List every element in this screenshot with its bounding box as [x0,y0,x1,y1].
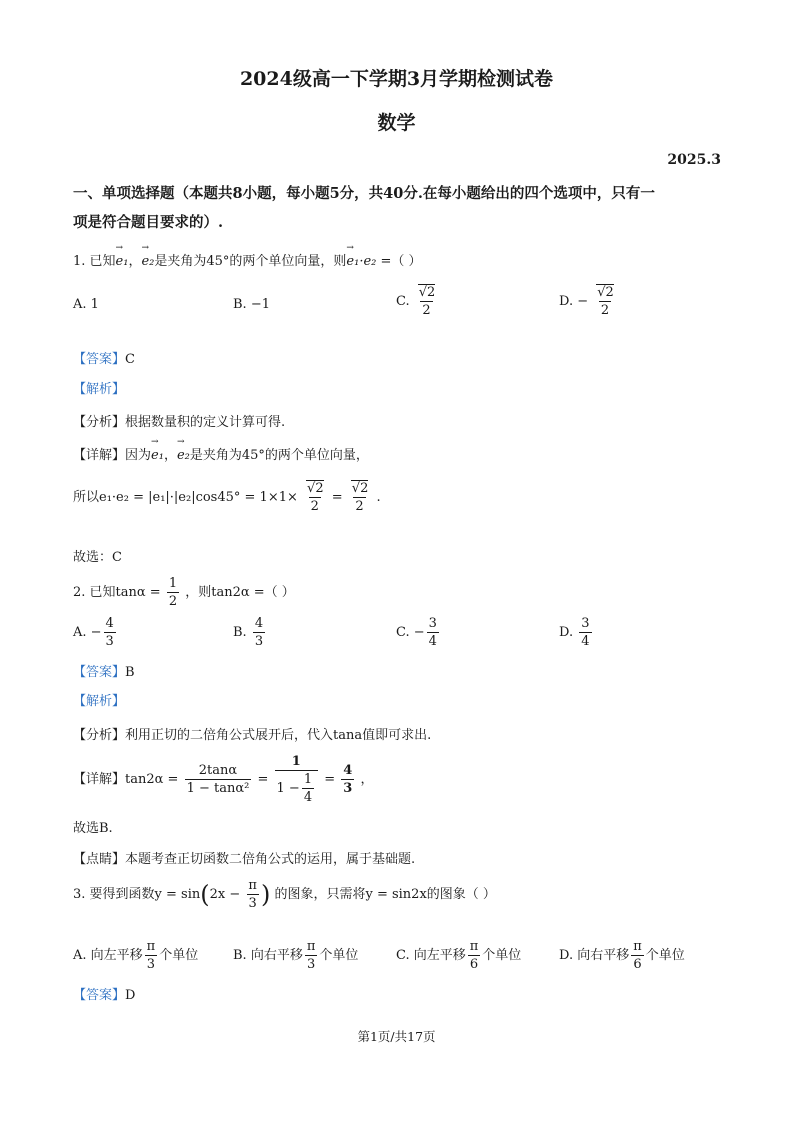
q2-option-d: D. $\frac{3}{4}$ [559,616,590,649]
fraction: 1 1 − $\frac{1}{4}$ [275,755,319,804]
e1-vector: → e₁ [151,448,164,463]
page-footer: 第1页/共17页 [357,1029,436,1044]
fraction: $\frac{2\tan\alpha}{\text{1 − tanα²}}$ [186,763,250,796]
q1-option-d: D. − $\frac{√2}{2}$ [559,285,614,318]
q2-fenxi: 【分析】利用正切的二倍角公式展开后，代入tana值即可求出. [73,728,432,743]
fraction: $\frac{4}{3}$ [254,616,264,649]
fraction: $\frac{4}{3}$ [105,616,114,649]
dot-expr: → e₁·e₂ = [346,254,391,269]
q1-option-c: C. $\frac{√2}{2}$ [396,285,436,318]
q2-option-c: C. − $\frac{3}{4}$ [396,616,437,649]
fraction: $\frac{√2}{2}$ [597,285,614,318]
q3-option-d: D. 向右平移 $\frac{\pi}{6}$ 个单位 [559,939,685,972]
q1-option-b: B. −1 [233,297,270,312]
q2-answer: 【答案】B [73,665,135,680]
e2-vector: → e₂ [141,254,154,269]
q1-answer: 【答案】C [73,352,135,367]
q3-option-c: C. 向左平移 $\frac{\pi}{6}$ 个单位 [396,939,522,972]
q1-option-a: A. 1 [73,297,99,312]
q3-option-b: B. 向右平移 $\frac{\pi}{3}$ 个单位 [233,939,359,972]
e1-vector: → e₁ [116,254,129,269]
section-heading-line1: 一、单项选择题（本题共8小题，每小题5分，共40分.在每小题给出的四个选项中，只有一 [73,185,655,202]
fraction: $\frac{\pi}{3}$ [146,939,156,972]
q2-option-a: A. − $\frac{4}{3}$ [73,616,114,649]
q1-fenxi: 【分析】根据数量积的定义计算可得. [73,415,286,430]
q1-calculation: 所以e₁·e₂ = |e₁|·|e₂|cos45° = 1×1× $\frac{√2}{2}$ = $\frac{√2}{2}$ . [73,481,381,514]
fraction: $\frac{3}{4}$ [428,616,437,649]
fraction: $\frac{3}{4}$ [581,616,590,649]
q1-stem: 1. 已知→ e₁，→ e₂是夹角为45°的两个单位向量，则→ e₁·e₂ =（ ） [73,250,422,269]
fraction: $\frac{\pi}{6}$ [633,939,642,972]
q2-detail: 【详解】tan2α = $\frac{2\tan\alpha}{\text{1 − tanα²}}$ = 1 1 − $\frac{1}{4}$ = $\frac{4}{3}$ ， [73,754,374,805]
q1-choose: 故选：C [73,550,122,565]
page-title: 2024级高一下学期3月学期检测试卷 [239,68,554,90]
fraction: $\frac{\pi}{3}$ [306,939,316,972]
fraction: $\frac{\pi}{3}$ [248,878,257,911]
fraction: $\frac{1}{2}$ [168,576,178,609]
q3-answer: 【答案】D [73,988,136,1003]
fraction: $\frac{\pi}{6}$ [469,939,479,972]
q2-stem: 2. 已知tanα = $\frac{1}{2}$ ，则tan2α =（ ） [73,576,295,609]
fraction: $\frac{√2}{2}$ [418,285,436,318]
q1-analysis-label: 【解析】 [73,382,126,397]
fraction: $\frac{1}{4}$ [303,772,313,805]
q2-dianjing: 【点睛】本题考查正切函数二倍角公式的运用，属于基础题. [73,852,416,867]
q3-stem: 3. 要得到函数y = sin(2x − $\frac{\pi}{3}$ ) 的图象，只需将y = sin2x的图象（ ） [73,878,496,911]
q2-option-b: B. $\frac{4}{3}$ [233,616,264,649]
fraction: $\frac{4}{3}$ [343,763,353,796]
fraction: $\frac{√2}{2}$ [307,481,324,514]
q3-option-a: A. 向左平移 $\frac{\pi}{3}$ 个单位 [73,939,199,972]
q2-choose: 故选B. [73,821,113,836]
q2-analysis-label: 【解析】 [73,694,126,709]
section-heading-line2: 项是符合题目要求的）. [73,214,224,231]
fraction: $\frac{√2}{2}$ [351,481,369,514]
e2-vector: → e₂ [177,448,190,463]
q1-detail: 【详解】因为→ e₁，→ e₂是夹角为45°的两个单位向量， [73,444,369,463]
subject-title: 数学 [377,112,416,134]
exam-date: 2025.3 [667,152,721,168]
